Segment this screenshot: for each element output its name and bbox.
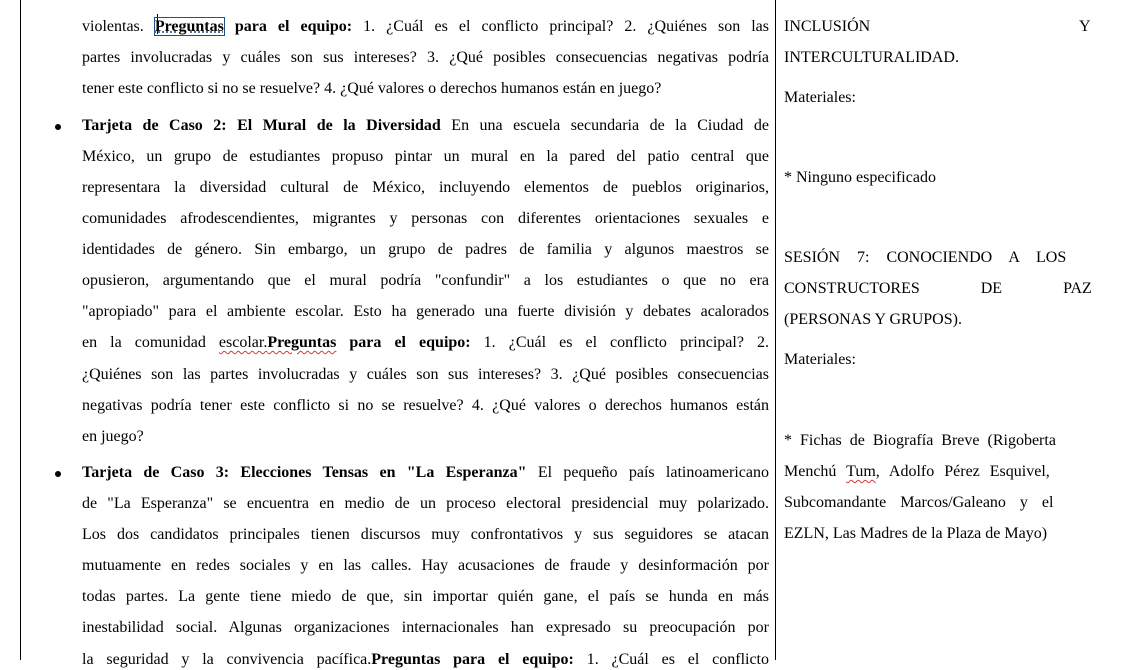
doc-line[interactable]: partes involucradas y cuáles son sus intereses? 3. ¿Qué posibles consecuencias negativas podría	[82, 49, 769, 66]
session-7-title[interactable]: CONSTRUCTORES DE PAZ	[784, 280, 1092, 297]
text-run: 1. ¿Cuál es el conflicto	[573, 651, 769, 668]
doc-line[interactable]	[784, 462, 1050, 482]
questions-label: Preguntas	[267, 334, 337, 351]
doc-line[interactable]	[82, 17, 769, 37]
session-7-title[interactable]: SESIÓN 7: CONOCIENDO A LOS	[784, 249, 1067, 266]
doc-line[interactable]: Subcomandante Marcos/Galeano y el	[784, 494, 1054, 511]
questions-label: para el equipo:	[336, 334, 471, 351]
doc-line[interactable]: INTERCULTURALIDAD.	[784, 49, 959, 66]
doc-line[interactable]: en juego?	[82, 428, 144, 445]
doc-line[interactable]: Los dos candidatos principales tienen discursos muy confrontativos y sus seguidores se atacan	[82, 526, 769, 543]
doc-line[interactable]: comunidades afrodescendientes, migrantes y personas con diferentes orientaciones sexuales e	[82, 210, 769, 227]
doc-line[interactable]: "apropiado" para el ambiente escolar. Esto ha generado una fuerte división y debates acalorados	[82, 303, 769, 320]
misspelled-word: escolar.	[218, 334, 268, 351]
questions-label: para el equipo:	[223, 18, 353, 35]
left-margin-line	[20, 0, 21, 660]
text-run: En una escuela secundaria de la Ciudad de	[440, 117, 769, 134]
doc-line[interactable]: INCLUSIÓN	[784, 18, 871, 35]
list-bullet	[55, 124, 61, 130]
text-run: en la comunidad	[82, 334, 219, 351]
doc-line[interactable]: mutuamente en redes sociales y en las calles. Hay acusaciones de fraude y desinformación por	[82, 557, 769, 574]
doc-line[interactable]: identidades de género. Sin embargo, un grupo de padres de familia y algunos maestros se	[82, 241, 769, 258]
doc-line[interactable]: negativas podría tener este conflicto si no se resuelve? 4. ¿Qué valores o derechos humanos están	[82, 397, 769, 414]
doc-line[interactable]: representara la diversidad cultural de México, incluyendo elementos de pueblos originarios,	[82, 179, 769, 196]
questions-label-selected: Preguntas	[154, 18, 224, 35]
text-run: la seguridad y la convivencia pacífica.	[82, 651, 372, 668]
questions-label: Preguntas para el equipo:	[371, 651, 574, 668]
doc-line[interactable]: México, un grupo de estudiantes propuso pintar un mural en la pared del patio central que	[82, 148, 769, 165]
text-run: 1. ¿Cuál es el conflicto principal? 2.	[470, 334, 769, 351]
materials-label[interactable]: Materiales:	[784, 89, 856, 106]
case-2-title: Tarjeta de Caso 2: El Mural de la Diversidad	[82, 117, 441, 134]
text-run: , Adolfo Pérez Esquivel,	[875, 463, 1050, 480]
list-bullet	[55, 471, 61, 477]
text-run: 1. ¿Cuál es el conflicto principal? 2. ¿Quiénes son las	[352, 18, 770, 35]
doc-line[interactable]	[82, 333, 769, 353]
materials-label[interactable]: Materiales:	[784, 351, 856, 368]
case-3-title: Tarjeta de Caso 3: Elecciones Tensas en "La Esperanza"	[82, 464, 527, 481]
doc-line[interactable]	[82, 650, 769, 670]
doc-line[interactable]: * Ninguno especificado	[784, 169, 936, 186]
session-7-title[interactable]: (PERSONAS Y GRUPOS).	[784, 311, 962, 328]
doc-line[interactable]: Y	[1079, 18, 1091, 35]
table-column-divider	[775, 0, 776, 660]
text-run: violentas.	[82, 18, 155, 35]
doc-line[interactable]	[82, 116, 769, 136]
text-run: Menchú	[784, 463, 847, 480]
doc-line[interactable]: EZLN, Las Madres de la Plaza de Mayo)	[784, 525, 1048, 542]
text-run: El pequeño país latinoamericano	[526, 464, 769, 481]
doc-line[interactable]: opusieron, argumentando que el mural podría "confundir" a los estudiantes o que no era	[82, 272, 769, 289]
doc-line[interactable]: inestabilidad social. Algunas organizaciones internacionales han expresado su preocupación por	[82, 619, 769, 636]
doc-line[interactable]: * Fichas de Biografía Breve (Rigoberta	[784, 432, 1056, 449]
doc-line[interactable]: de "La Esperanza" se encuentra en medio de un proceso electoral presidencial muy polarizado.	[82, 495, 769, 512]
doc-line[interactable]: ¿Quiénes son las partes involucradas y cuáles son sus intereses? 3. ¿Qué posibles consecuencias	[82, 366, 769, 383]
doc-line[interactable]	[82, 463, 769, 483]
doc-line[interactable]: tener este conflicto si no se resuelve? 4. ¿Qué valores o derechos humanos están en juego?	[82, 80, 662, 97]
misspelled-word: Tum	[846, 463, 876, 480]
doc-line[interactable]: todas partes. La gente tiene miedo de que, sin importar quién gane, el país se hunda en más	[82, 588, 769, 605]
